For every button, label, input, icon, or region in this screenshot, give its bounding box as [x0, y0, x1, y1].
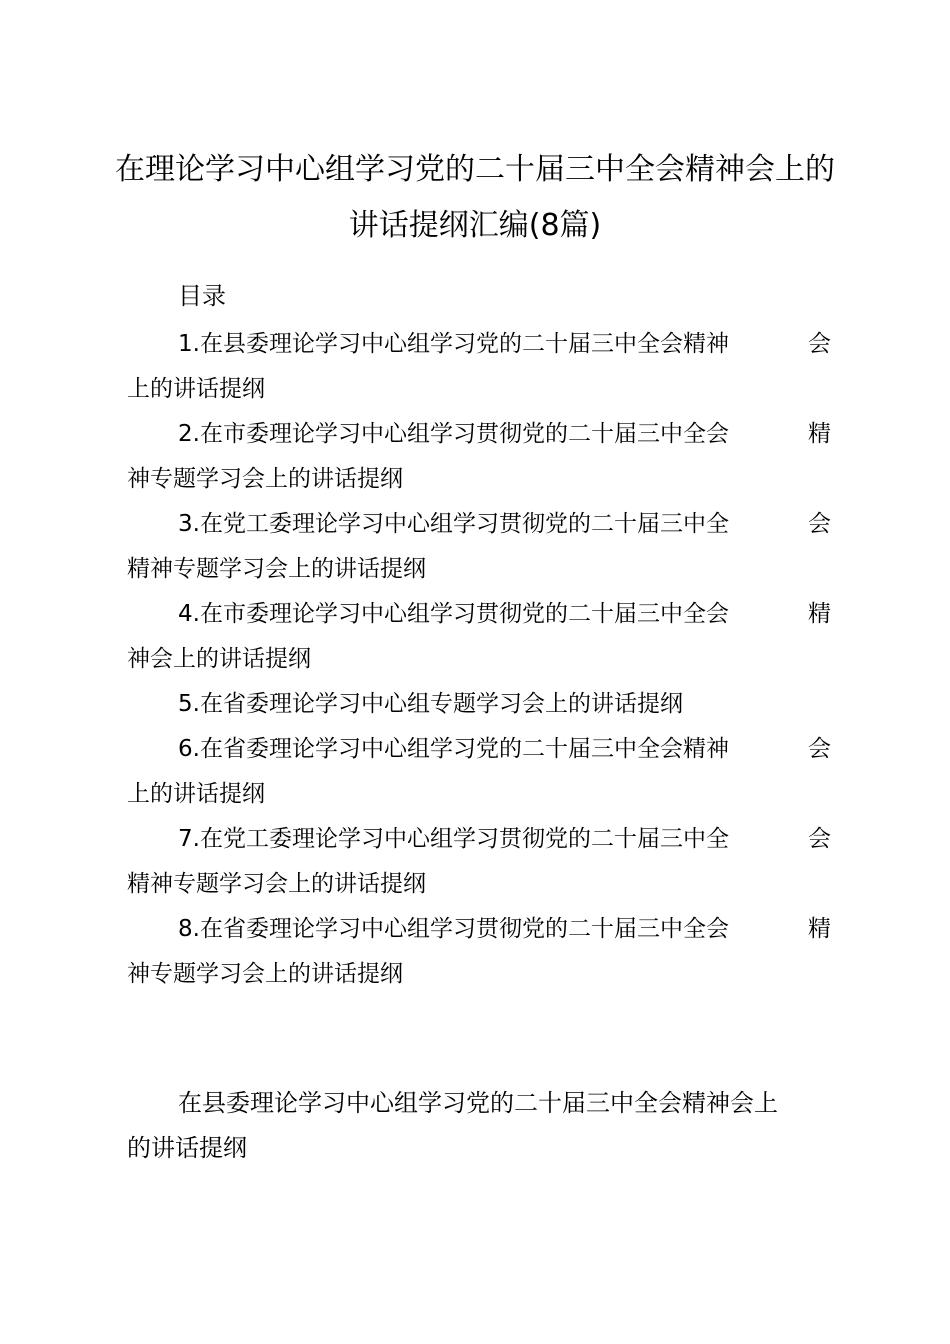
toc-item-tail: 精	[808, 916, 831, 942]
toc-item-tail: 会	[808, 736, 831, 762]
section-heading	[127, 1081, 831, 1171]
toc-item-text: 3.在党工委理论学习中心组学习贯彻党的二十届三中全	[178, 511, 729, 537]
toc-item-tail: 精	[808, 421, 831, 447]
toc-item-continuation: 神专题学习会上的讲话提纲	[127, 466, 403, 492]
toc-item-continuation: 精神专题学习会上的讲话提纲	[127, 871, 426, 897]
toc-item-text: 8.在省委理论学习中心组学习贯彻党的二十届三中全会	[178, 916, 729, 942]
toc-item-tail: 会	[808, 511, 831, 537]
toc-heading: 目录	[178, 282, 226, 310]
toc-item-1	[127, 322, 831, 412]
title-line-1: 在理论学习中心组学习党的二十届三中全会精神会上的	[115, 152, 835, 187]
toc-item-6	[127, 727, 831, 817]
toc-item-text: 6.在省委理论学习中心组学习党的二十届三中全会精神	[178, 736, 729, 762]
toc-item-text: 1.在县委理论学习中心组学习党的二十届三中全会精神	[178, 331, 729, 357]
toc-item-5	[127, 682, 831, 727]
toc-item-8	[127, 907, 831, 997]
toc-item-text: 7.在党工委理论学习中心组学习贯彻党的二十届三中全	[178, 826, 729, 852]
toc-item-7	[127, 817, 831, 907]
toc-item-continuation: 精神专题学习会上的讲话提纲	[127, 556, 426, 582]
toc-item-text: 5.在省委理论学习中心组专题学习会上的讲话提纲	[178, 691, 683, 717]
title-line-2: 讲话提纲汇编(8篇)	[348, 208, 602, 243]
toc-item-4	[127, 592, 831, 682]
table-of-contents	[127, 322, 831, 997]
toc-item-2	[127, 412, 831, 502]
document-title	[110, 142, 840, 254]
toc-item-3	[127, 502, 831, 592]
toc-item-text: 4.在市委理论学习中心组学习贯彻党的二十届三中全会	[178, 601, 729, 627]
toc-item-continuation: 上的讲话提纲	[127, 376, 265, 402]
toc-item-continuation: 上的讲话提纲	[127, 781, 265, 807]
section-heading-line-2: 的讲话提纲	[127, 1134, 247, 1162]
section-heading-line-1: 在县委理论学习中心组学习党的二十届三中全会精神会上	[178, 1089, 778, 1117]
toc-item-tail: 精	[808, 601, 831, 627]
toc-item-text: 2.在市委理论学习中心组学习贯彻党的二十届三中全会	[178, 421, 729, 447]
toc-item-continuation: 神会上的讲话提纲	[127, 646, 311, 672]
toc-item-tail: 会	[808, 826, 831, 852]
toc-item-continuation: 神专题学习会上的讲话提纲	[127, 961, 403, 987]
toc-item-tail: 会	[808, 331, 831, 357]
